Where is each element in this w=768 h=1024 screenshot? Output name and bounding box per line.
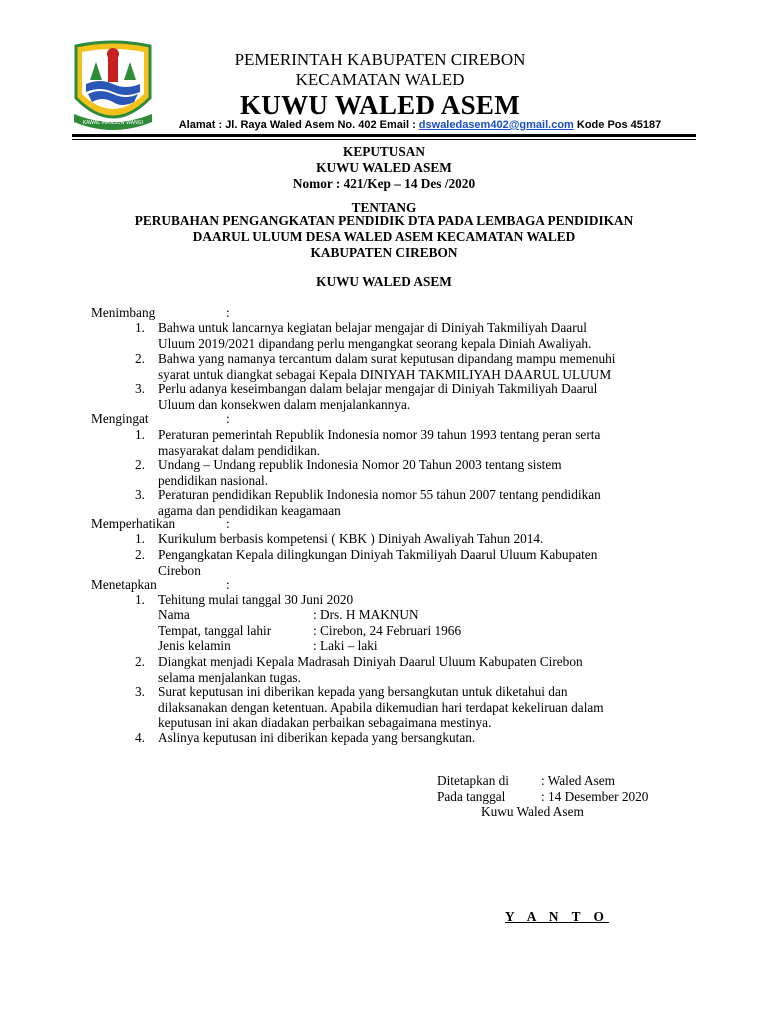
list-number: 1. (135, 592, 145, 607)
list-number: 2. (135, 654, 145, 669)
signature-place-label: Ditetapkan di (437, 773, 510, 788)
decree-number: Nomor : 421/Kep – 14 Des /2020 (292, 176, 476, 191)
field-label-birth: Tempat, tanggal lahir (158, 623, 272, 638)
header-divider-thin (72, 139, 696, 140)
list-number: 1. (135, 427, 145, 442)
subject-text (84, 213, 684, 261)
section-colon: : (226, 516, 230, 531)
subject-line-1: PERUBAHAN PENGANGKATAN PENDIDIK DTA PADA LEMBAGA PENDIDIKAN (134, 213, 634, 228)
list-text: Perlu adanya keseimbangan dalam belajar mengajar di Diniyah Takmiliyah Daarul (158, 381, 598, 396)
list-text: keputusan ini akan diadakan perbaikan sebagaimana mestinya. (158, 715, 492, 730)
list-text: Cirebon (158, 562, 201, 578)
section-label-mengingat: Mengingat (91, 411, 149, 426)
list-text: Bahwa yang namanya tercantum dalam surat keputusan dipandang mampu memenuhi (158, 351, 616, 366)
list-number: 1. (135, 531, 145, 546)
list-text: Surat keputusan ini diberikan kepada yang bersangkutan untuk diketahui dan (158, 684, 568, 699)
signature-place-value: : Waled Asem (541, 773, 616, 788)
issuer-title: KUWU WALED ASEM (316, 160, 452, 175)
subject-heading: TENTANG (351, 200, 417, 215)
list-text: masyarakat dalam pendidikan. (158, 442, 321, 458)
section-label-memperhatikan: Memperhatikan (91, 516, 176, 531)
list-number: 2. (135, 547, 145, 562)
signature-position: Kuwu Waled Asem (481, 804, 584, 819)
list-text: Diangkat menjadi Kepala Madrasah Diniyah Daarul Uluum Kabupaten Cirebon (158, 654, 583, 669)
signature-date-label: Pada tanggal (437, 789, 506, 804)
list-text: Undang – Undang republik Indonesia Nomor 20 Tahun 2003 tentang sistem (158, 457, 562, 472)
header-village: KUWU WALED ASEM (239, 90, 521, 120)
list-text: Aslinya keputusan ini diberikan kepada yang bersangkutan. (158, 730, 476, 745)
list-number: 4. (135, 730, 145, 745)
list-number: 1. (135, 320, 145, 335)
list-text: Peraturan pendidikan Republik Indonesia nomor 55 tahun 2007 tentang pendidikan (158, 487, 601, 502)
list-text: syarat untuk diangkat sebagai Kepala DINIYAH TAKMILIYAH DAARUL ULUUM (158, 366, 612, 382)
address-suffix: Kode Pos 45187 (573, 119, 662, 131)
issuer-title-2: KUWU WALED ASEM (316, 274, 452, 289)
list-number: 2. (135, 457, 145, 472)
list-text: pendidikan nasional. (158, 472, 269, 488)
list-text: Bahwa untuk lancarnya kegiatan belajar mengajar di Diniyah Takmiliyah Daarul (158, 320, 587, 335)
section-colon: : (226, 411, 230, 426)
section-colon: : (226, 577, 230, 592)
signatory-name: Y A N T O (505, 909, 609, 924)
section-label-menimbang: Menimbang (91, 305, 156, 320)
doc-type-title: KEPUTUSAN (342, 144, 425, 159)
subject-line-3: KABUPATEN CIREBON (310, 245, 458, 260)
list-text: Kurikulum berbasis kompetensi ( KBK ) Diniyah Awaliyah Tahun 2014. (158, 531, 544, 546)
field-label-gender: Jenis kelamin (158, 638, 231, 653)
list-number: 3. (135, 381, 145, 396)
list-text: selama menjalankan tugas. (158, 669, 301, 685)
signature-date-value: : 14 Desember 2020 (541, 789, 649, 804)
list-text: dilaksanakan dengan ketentuan. Apabila dikemudian hari terdapat kekeliruan dalam (158, 699, 604, 715)
list-text: Uluum 2019/2021 dipandang perlu mengangkat seorang kepala Diniah Awaliyah. (158, 335, 592, 351)
list-number: 2. (135, 351, 145, 366)
section-colon: : (226, 305, 230, 320)
field-value-name: : Drs. H MAKNUN (313, 607, 419, 622)
list-number: 3. (135, 487, 145, 502)
header-divider-thick (72, 134, 696, 137)
subject-line-2: DAARUL ULUUM DESA WALED ASEM KECAMATAN WALED (192, 229, 576, 244)
list-text: Pengangkatan Kepala dilingkungan Diniyah Takmiliyah Daarul Uluum Kabupaten (158, 547, 598, 562)
address-prefix: Alamat : Jl. Raya Waled Asem No. 402 Email : (178, 119, 419, 131)
list-text: Peraturan pemerintah Republik Indonesia nomor 39 tahun 1993 tentang peran serta (158, 427, 601, 442)
section-label-menetapkan: Menetapkan (91, 577, 157, 592)
header-government: PEMERINTAH KABUPATEN CIREBON (234, 50, 526, 69)
list-text: agama dan pendidikan keagamaan (158, 502, 341, 518)
field-label-name: Nama (158, 607, 190, 622)
list-number: 3. (135, 684, 145, 699)
list-text: Uluum dan konsekwen dalam menjalankannya. (158, 396, 411, 412)
list-text: Tehitung mulai tanggal 30 Juni 2020 (158, 592, 354, 607)
field-value-gender: : Laki – laki (313, 638, 378, 653)
header-district: KECAMATAN WALED (295, 70, 465, 89)
field-value-birth: : Cirebon, 24 Februari 1966 (313, 623, 462, 638)
header-address (140, 119, 700, 131)
logo-motto-text: KAWAL MANGUN WANGI (82, 120, 144, 126)
email-link[interactable]: dswaledasem402@gmail.com (418, 119, 574, 131)
